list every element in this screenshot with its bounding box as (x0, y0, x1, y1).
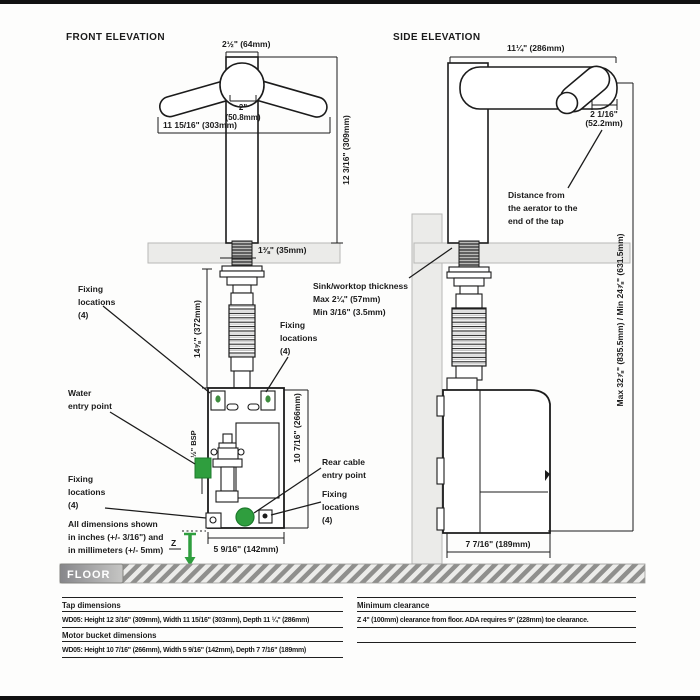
svg-text:All dimensions shown: All dimensions shown (68, 519, 158, 529)
front-slot-right (248, 404, 259, 410)
svg-text:Rear cable: Rear cable (322, 457, 365, 467)
table-rule (357, 642, 636, 643)
side-flange (449, 267, 489, 272)
front-bsp-label: ½" BSP (189, 430, 198, 458)
svg-text:Distance from: Distance from (508, 190, 565, 200)
front-fixing-hole-right (265, 395, 270, 402)
side-wall-tab-bottom (437, 508, 444, 530)
svg-text:entry point: entry point (322, 470, 366, 480)
tap-dimensions-row: WD05: Height 12 3/16" (309mm), Width 11 15/16" (303mm), Depth 11 ¼" (286mm) (62, 617, 310, 624)
svg-text:locations: locations (68, 487, 106, 497)
front-dim-span: 11 15/16" (303mm) (163, 120, 237, 130)
front-label-water-entry (68, 388, 195, 464)
svg-text:Sink/worktop thickness: Sink/worktop thickness (313, 281, 408, 291)
front-dim-hub-mm: (50.8mm) (225, 113, 261, 122)
dimensions-table (62, 597, 343, 658)
front-dim-thread: 1⅜" (35mm) (258, 245, 307, 255)
side-backnut-plate (447, 272, 491, 278)
front-backnut-plate (220, 271, 264, 277)
motor-bucket-dimensions-row: WD05: Height 10 7/16" (266mm), Width 5 9/16" (142mm), Depth 7 7/16" (189mm) (62, 647, 307, 654)
side-label-aerator-note (508, 190, 578, 226)
svg-text:Fixing: Fixing (322, 489, 348, 499)
side-dim-depth-line (450, 57, 616, 63)
front-flange (222, 266, 262, 271)
front-fixing-hole-left (215, 395, 220, 402)
side-hose (452, 308, 486, 366)
front-slot-left (227, 404, 238, 410)
side-dim-aerator-in: 2 1/16" (590, 109, 618, 119)
front-dim-bucket-height: 10 7/16" (266mm) (292, 393, 302, 463)
front-rear-cable-entry (236, 508, 254, 526)
minimum-clearance-title: Minimum clearance (357, 601, 430, 610)
svg-text:Water: Water (68, 388, 92, 398)
front-dim-bucket-width: 5 9/16" (142mm) (213, 544, 279, 554)
svg-text:end of the tap: end of the tap (508, 216, 564, 226)
side-dim-depth: 11¼" (286mm) (507, 43, 565, 53)
side-thread (459, 241, 479, 267)
front-hose-bottom-collar (231, 357, 253, 371)
minimum-clearance-row: Z 4" (100mm) clearance from floor. ADA requires 9" (228mm) toe clearance. (357, 617, 589, 624)
side-elevation-title: SIDE ELEVATION (393, 32, 481, 43)
side-elevation (313, 32, 633, 564)
front-fixing-hole-bottom-right (263, 514, 268, 519)
svg-text:locations: locations (280, 333, 318, 343)
side-dim-aerator-mm: (52.2mm) (585, 118, 623, 128)
front-hose-top-collar (231, 293, 253, 305)
svg-text:(4): (4) (78, 310, 89, 320)
side-aerator-face (557, 93, 578, 114)
svg-text:locations: locations (78, 297, 116, 307)
front-dim-height: 12 3/16" (309mm) (341, 115, 351, 185)
side-wall-tab-mid (437, 458, 444, 484)
front-fixing-hole-bottom-left (210, 517, 216, 523)
front-dim-hub-in: 2" (238, 103, 248, 112)
image-border-top (0, 0, 700, 4)
svg-text:in inches (+/- 3/16") and: in inches (+/- 3/16") and (68, 532, 164, 542)
floor-label: FLOOR (67, 569, 111, 581)
z-label: Z (171, 538, 177, 548)
front-hose (229, 305, 255, 357)
side-backnut (454, 278, 484, 286)
front-dim-hose-line (202, 269, 212, 388)
svg-text:Min 3/16" (3.5mm): Min 3/16" (3.5mm) (313, 307, 386, 317)
svg-text:(4): (4) (280, 346, 291, 356)
svg-text:Fixing: Fixing (68, 474, 94, 484)
front-label-fixing-mid-right (266, 320, 318, 392)
clearance-table (357, 597, 636, 643)
front-label-fixing-bottom-left (68, 474, 206, 518)
floor (60, 564, 645, 583)
side-hose-housing (447, 378, 477, 390)
tap-dimensions-title: Tap dimensions (62, 601, 121, 610)
side-worktop (414, 243, 630, 263)
front-dim-spout-top: 2½" (64mm) (222, 39, 271, 49)
svg-text:entry point: entry point (68, 401, 112, 411)
svg-text:(4): (4) (68, 500, 79, 510)
front-dim-bucket-width-line (208, 532, 284, 544)
svg-text:Fixing: Fixing (78, 284, 104, 294)
front-tap-hub (220, 63, 264, 107)
side-hose-top-collar (456, 294, 482, 308)
side-dim-height-range: Max 32⅞" (835.5mm) / Min 24⅞" (631.5mm) (615, 233, 625, 407)
table-spacer (357, 628, 636, 642)
front-backnut (227, 277, 257, 285)
side-dim-bucket-depth: 7 7/16" (189mm) (465, 539, 531, 549)
svg-text:the aerator to the: the aerator to the (508, 203, 578, 213)
front-label-fixing-top-left (78, 284, 210, 393)
front-thread (232, 241, 252, 267)
side-aerator-leader (568, 130, 602, 188)
front-dim-hose: 14⅝" (372mm) (192, 300, 202, 358)
front-hose-connector (234, 371, 250, 388)
svg-text:(4): (4) (322, 515, 333, 525)
front-elevation-title: FRONT ELEVATION (66, 32, 165, 43)
floor-hatch (60, 564, 645, 583)
side-wall-tab-top (437, 396, 444, 416)
image-border-bottom (0, 696, 700, 700)
table-rule (62, 657, 343, 658)
side-motor-bucket (443, 390, 550, 533)
front-water-entry-block (195, 458, 211, 478)
tolerance-note (68, 519, 163, 555)
svg-text:locations: locations (322, 502, 360, 512)
front-collar (233, 285, 251, 293)
motor-bucket-dimensions-title: Motor bucket dimensions (62, 631, 157, 640)
svg-text:in millimeters (+/- 5mm): in millimeters (+/- 5mm) (68, 545, 164, 555)
svg-text:Fixing: Fixing (280, 320, 306, 330)
svg-text:Max 2¼" (57mm): Max 2¼" (57mm) (313, 294, 381, 304)
side-collar (460, 286, 478, 294)
